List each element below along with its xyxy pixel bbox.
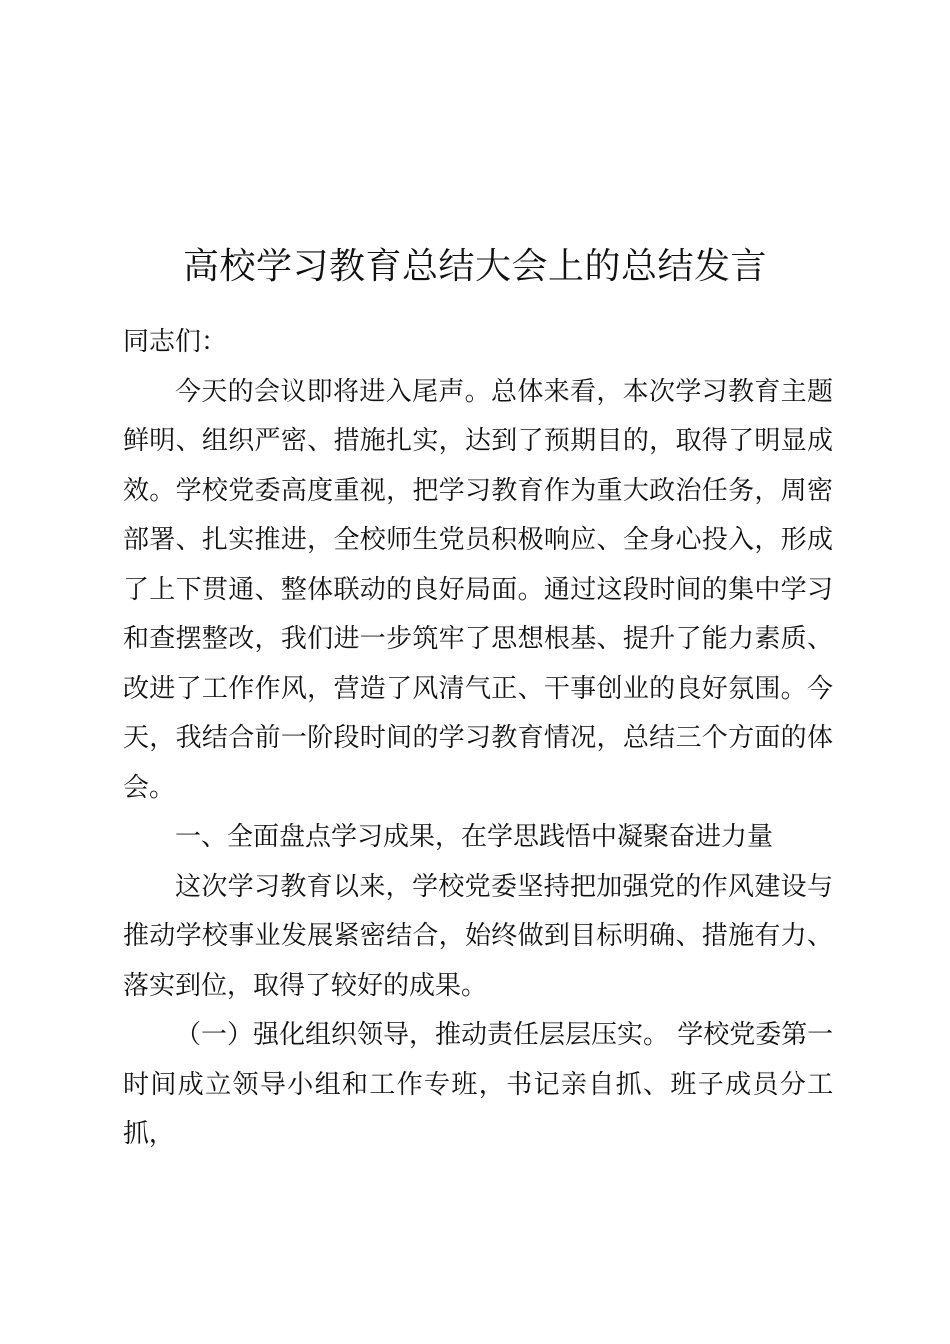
section-heading-1: 一、全面盘点学习成果，在学思践悟中凝聚奋进力量 — [175, 822, 774, 852]
paragraph-section1-intro: 这次学习教育以来，学校党委坚持把加强党的作风建设与推动学校事业发展紧密结合，始终做到目标明确、措施有力、落实到位，取得了较好的成果。 — [123, 871, 833, 1001]
document-title: 高校学习教育总结大会上的总结发言 — [182, 246, 767, 288]
paragraph-subsection-1: （一）强化组织领导，推动责任层层压实。 学校党委第一时间成立领导小组和工作专班，书记亲自抓、班子成员分工抓， — [123, 1020, 833, 1149]
document-body — [123, 318, 833, 1160]
paragraph-intro: 今天的会议即将进入尾声。总体来看，本次学习教育主题鲜明、组织严密、措施扎实，达到了预期目的，取得了明显成效。学校党委高度重视，把学习教育作为重大政治任务，周密部署、扎实推进，全校师生党员积极响应、全身心投入，形成了上下贯通、整体联动的良好局面。通过这段时间的集中学习和查摆整改，我们进一步筑牢了思想根基、提升了能力素质、改进了工作作风，营造了风清气正、干事创业的良好氛围。今天，我结合前一阶段时间的学习教育情况，总结三个方面的体会。 — [123, 376, 833, 803]
salutation: 同志们： — [123, 327, 228, 357]
